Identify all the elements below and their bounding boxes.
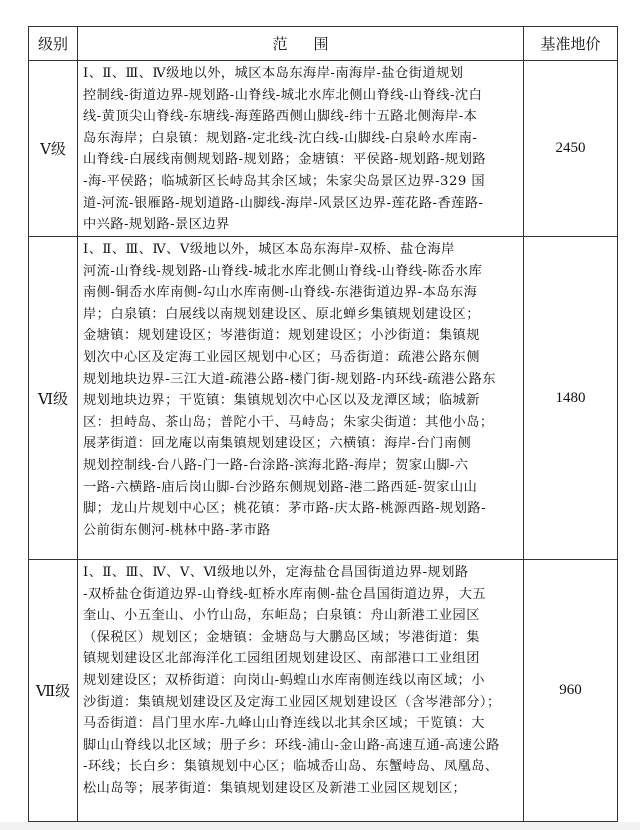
- price-cell: 2450: [524, 61, 618, 237]
- range-line: 规划地块边界-三江大道-疏港公路-楼门街-规划路-内环线-疏港公路东: [83, 371, 496, 387]
- table-header-row: [29, 27, 618, 61]
- range-line: 控制线-街道边界-规划路-山脊线-城北水库北侧山脊线-山脊线-沈白: [83, 87, 483, 103]
- range-line: 规划控制线-台八路-门一路-台涂路-滨海北路-海岸；贺家山脚-六: [83, 457, 469, 473]
- header-price: 基准地价: [524, 27, 618, 61]
- range-line: 脚；龙山片规划中心区；桃花镇：茅市路-庆太路-桃源西路-规划路-: [83, 501, 487, 517]
- land-price-table: [28, 26, 618, 822]
- level-cell: Ⅶ级: [29, 560, 78, 822]
- range-cell: [78, 237, 524, 560]
- range-line: 马岙街道：昌门里水库-九峰山山脊连线以北其余区域；干览镇：大: [83, 716, 485, 732]
- range-line: 河流-山脊线-规划路-山脊线-城北水库北侧山脊线-山脊线-陈岙水库: [83, 263, 483, 279]
- range-line: Ⅰ、Ⅱ、Ⅲ、Ⅳ、Ⅴ、Ⅵ级地以外，定海盐仓昌国街道边界-规划路: [83, 565, 469, 580]
- range-line: 山脊线-白展线南侧规划路-规划路；金塘镇：平侯路-规划路-规划路: [83, 152, 487, 168]
- range-line: 划次中心区及定海工业园区规划中心区；马岙街道：疏港公路东侧: [83, 349, 480, 365]
- range-line: 公前街东侧河-桃林中路-茅市路: [83, 522, 271, 538]
- range-line: 展茅街道：回龙庵以南集镇规划建设区；六横镇：海岸-台门南侧: [83, 436, 472, 452]
- range-cell: [78, 560, 524, 822]
- range-line: 奎山、小五奎山、小竹山岛，东岠岛；白泉镇：舟山新港工业园区: [83, 608, 480, 624]
- range-line: -双桥盐仓街道边界-山脊线-虹桥水库南侧-盐仓昌国街道边界，大五: [83, 586, 487, 602]
- range-line: 沙街道：集镇规划建设区及定海工业园区规划建设区（含岑港部分）；: [83, 694, 501, 710]
- range-line: Ⅰ、Ⅱ、Ⅲ、Ⅳ级地以外，城区本岛东海岸-南海岸-盐仓街道规划: [83, 66, 464, 81]
- table-row-level-7: [29, 560, 618, 822]
- page-bottom-edge: [0, 822, 640, 830]
- range-line: 岛东海岸；白泉镇：规划路-定北线-沈白线-山脚线-白泉岭水库南-: [83, 130, 478, 146]
- header-level: 级别: [29, 27, 78, 61]
- land-price-table-sheet: [28, 26, 617, 822]
- price-cell: 1480: [524, 237, 618, 560]
- range-line: Ⅰ、Ⅱ、Ⅲ、Ⅳ、Ⅴ级地以外，城区本岛东海岸-双桥、盐仓海岸: [83, 242, 455, 257]
- range-line: 岸；白泉镇：白展线以南规划建设区、原北蝉乡集镇规划建设区；: [83, 306, 480, 322]
- table-row-level-5: [29, 61, 618, 237]
- table-row-level-6: [29, 237, 618, 560]
- range-line: 南侧-铜岙水库南侧-勾山水库南侧-山脊线-东港街道边界-本岛东海: [83, 285, 478, 301]
- level-cell: Ⅴ级: [29, 61, 78, 237]
- range-line: 区：担峙岛、茶山岛；普陀小干、马峙岛；朱家尖街道：其他小岛；: [83, 414, 494, 430]
- range-line: 规划建设区；双桥街道：向岗山-蚂蝗山水库南侧连线以南区域；小: [83, 672, 485, 688]
- price-cell: 960: [524, 560, 618, 822]
- range-line: 松山岛等；展茅街道：集镇规划建设区及新港工业园区规划区；: [83, 780, 467, 796]
- range-line: 道-河流-银雁路-规划道路-山脚线-海岸-风景区边界-莲花路-香莲路-: [83, 195, 484, 211]
- range-line: 脚山山脊线以北区域；册子乡：环线-浦山-金山路-高速互通-高速公路: [83, 737, 500, 753]
- range-line: 一路-六横路-庙后岗山脚-台沙路东侧规划路-港二路西延-贺家山山: [83, 479, 478, 495]
- header-range: [78, 27, 524, 61]
- range-line: （保税区）规划区；金塘镇：金塘岛与大鹏岛区域；岑港街道：集: [83, 629, 480, 645]
- range-line: 线-黄顶尖山脊线-东塘线-海莲路西侧山脚线-纬十五路北侧海岸-本: [83, 109, 478, 125]
- range-line: -海-平侯路；临城新区长峙岛其余区域；朱家尖岛景区边界-329 国: [83, 173, 486, 189]
- header-range-label: 范围: [272, 35, 355, 53]
- range-cell: [78, 61, 524, 237]
- range-line: 中兴路-规划路-景区边界: [83, 217, 230, 233]
- range-line: 镇规划建设区北部海洋化工园组团规划建设区、南部港口工业组团: [83, 651, 480, 667]
- range-line: 规划地块边界；干览镇：集镇规划次中心区以及龙潭区域；临城新: [83, 393, 480, 409]
- range-line: -环线；长白乡：集镇规划中心区；临城岙山岛、东蟹峙岛、凤凰岛、: [83, 759, 499, 775]
- level-cell: Ⅵ级: [29, 237, 78, 560]
- range-line: 金塘镇：规划建设区；岑港街道：规划建设区；小沙街道：集镇规: [83, 328, 480, 344]
